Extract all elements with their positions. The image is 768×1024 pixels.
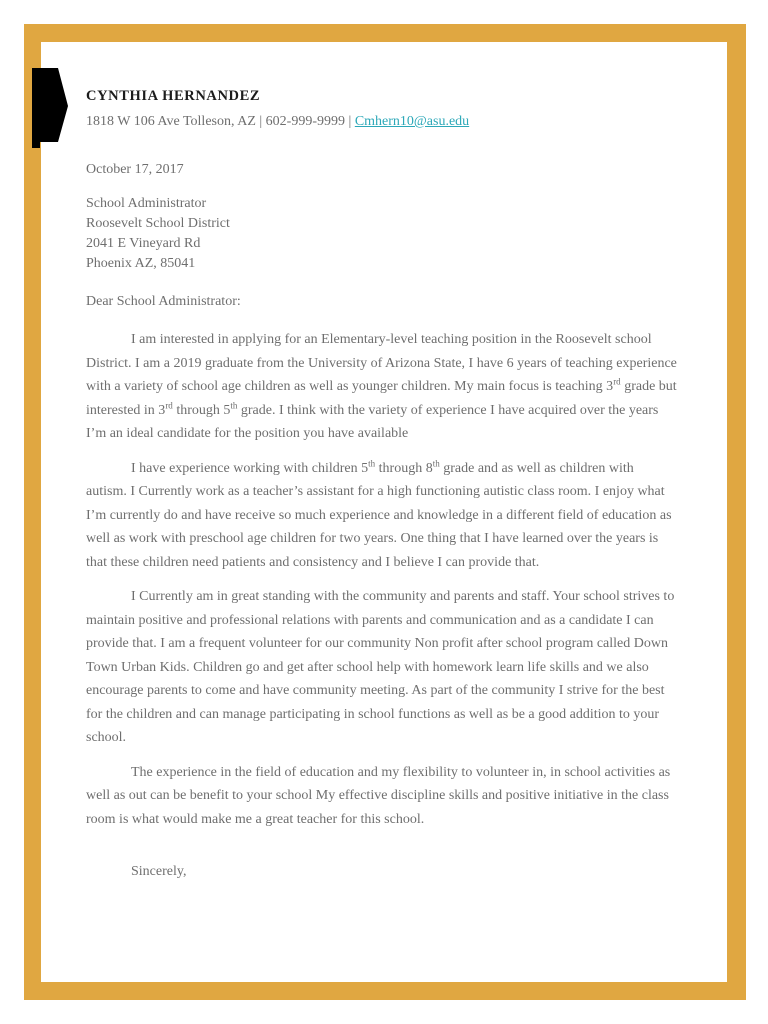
recipient-street: 2041 E Vineyard Rd (86, 236, 201, 251)
paragraph-1: I am interested in applying for an Elementary-level teaching position in the Roosevelt school District. I am a 2019 graduate from the University of Arizona State, I have 6 years of teaching experience with a variety of school age children as well as younger children. My main focus is teaching 3rd grade but interested in 3rd through 5th grade. I think with the variety of experience I have acquired over the years I’m an ideal candidate for the position you have available (86, 332, 677, 441)
sender-name: CYNTHIA HERNANDEZ (86, 88, 261, 104)
recipient-address (86, 194, 230, 274)
closing: Sincerely, (131, 864, 187, 879)
paragraph-2: I have experience working with children 5th through 8th grade and as well as children with autism. I Currently work as a teacher’s assistant for a high functioning autistic class room. I enjoy what I’m currently do and have receive so much experience and knowledge in a different field of education as well as work with preschool age children for two years. One thing that I have learned over the years is that these children need patients and consistency and I believe I can provide that. (86, 457, 672, 570)
letter-date: October 17, 2017 (86, 162, 184, 177)
recipient-title: School Administrator (86, 196, 207, 211)
email-link[interactable]: Cmhern10@asu.edu (354, 114, 470, 129)
letter-body (86, 328, 678, 842)
paragraph-4: The experience in the field of education and my flexibility to volunteer in, in school activities as well as out can be benefit to your school My effective discipline skills and positive initiative in the class room is what would make me a great teacher for this school. (86, 764, 671, 827)
salutation: Dear School Administrator: (86, 294, 241, 309)
recipient-city: Phoenix AZ, 85041 (86, 256, 196, 271)
contact-address-phone: 1818 W 106 Ave Tolleson, AZ | 602-999-9999 | (86, 114, 355, 129)
recipient-organization: Roosevelt School District (86, 216, 230, 231)
paragraph-3: I Currently am in great standing with the community and parents and staff. Your school strives to maintain positive and professional relations with parents and communication and as a candidate I can provide that. I am a frequent volunteer for our community Non profit after school program called Down Town Urban Kids. Children go and get after school help with homework learn life skills and we also encourage parents to come and have community meeting. As part of the community I strive for the best for the children and can manage participating in school functions as well as be a good addition to your school. (86, 589, 675, 745)
header-tab-shape (32, 68, 68, 148)
sender-contact (86, 114, 469, 130)
